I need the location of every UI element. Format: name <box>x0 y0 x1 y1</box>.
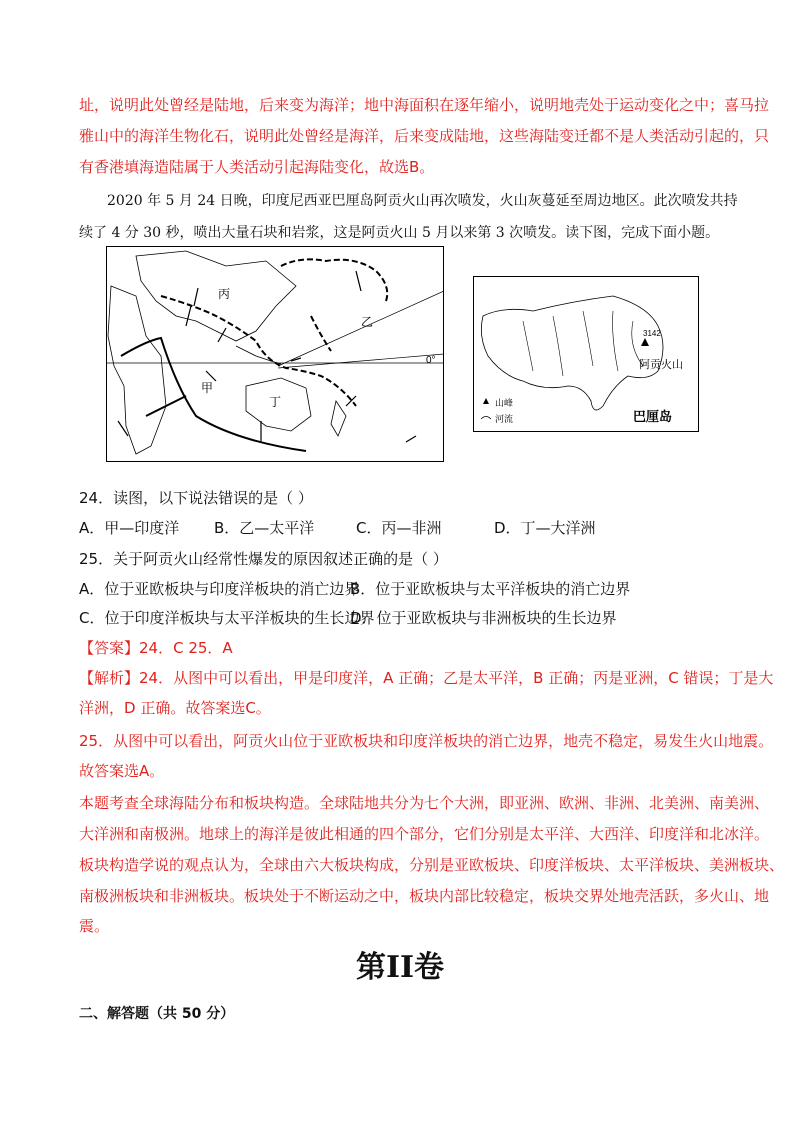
q24-option-d: D．丁—大洋洲 <box>494 519 596 537</box>
analysis-line-1 <box>79 667 773 688</box>
q24-option-a: A．甲—印度洋 <box>79 519 180 537</box>
volume-title: 第II卷 <box>355 950 445 985</box>
intro-line-3: 有香港填海造陆属于人类活动引起海陆变化，故选B。 <box>79 158 435 176</box>
intro-line-2: 雅山中的海洋生物化石，说明此处曾经是海洋，后来变成陆地，这些海陆变迁都不是人类活动引起的，只 <box>79 127 770 145</box>
answer-text: 24．C 25．A <box>139 639 233 657</box>
answer-tag: 【答案】 <box>79 639 140 657</box>
q24-stem: 24．读图，以下说法错误的是（ ） <box>79 489 313 507</box>
answer-line <box>79 637 233 658</box>
map-label-bing: 丙 <box>218 287 231 301</box>
map-label-equator: 0° <box>426 355 436 366</box>
analysis-line-2: 洋洲，D 正确。故答案选C。 <box>79 699 271 717</box>
analysis-p3-line-3: 板块构造学说的观点认为，全球由六大板块构成，分别是亚欧板块、印度洋板块、太平洋板块、美洲板块、 <box>79 856 785 874</box>
analysis-p2-line-1: 25．从图中可以看出，阿贡火山位于亚欧板块和印度洋板块的消亡边界，地壳不稳定，易发生火山地震。 <box>79 732 774 750</box>
analysis-p3-line-4: 南极洲板块和非洲板块。板块处于不断运动之中，板块内部比较稳定，板块交界处地壳活跃，多火山、地 <box>79 887 770 905</box>
q25-option-d: D．位于亚欧板块与非洲板块的生长边界 <box>350 609 617 627</box>
peak-elevation: 3142 <box>643 329 661 338</box>
q24-option-c: C．丙—非洲 <box>356 519 442 537</box>
world-plate-map <box>106 246 444 462</box>
map-label-ding: 丁 <box>269 395 282 409</box>
q25-option-c: C．位于印度洋板块与太平洋板块的生长边界 <box>79 609 375 627</box>
map-label-jia: 甲 <box>201 381 214 395</box>
passage-line-2: 续了 4 分 30 秒，喷出大量石块和岩浆，这是阿贡火山 5 月以来第 3 次喷发。读下图，完成下面小题。 <box>79 225 720 241</box>
map-label-yi: 乙 <box>361 315 374 329</box>
intro-line-1: 址，说明此处曾经是陆地，后来变为海洋；地中海面积在逐年缩小，说明地壳处于运动变化之中；喜马拉 <box>79 96 770 114</box>
island-name: 巴厘岛 <box>633 409 673 424</box>
q25-option-a: A．位于亚欧板块与印度洋板块的消亡边界 <box>79 580 360 598</box>
q25-option-b: B．位于亚欧板块与太平洋板块的消亡边界 <box>350 580 631 598</box>
analysis-p3-line-2: 大洋洲和南极洲。地球上的海洋是彼此相通的四个部分，它们分别是太平洋、大西洋、印度洋和北冰洋。 <box>79 825 770 843</box>
analysis-tag: 【解析】 <box>79 669 140 687</box>
q25-stem: 25．关于阿贡火山经常性爆发的原因叙述正确的是（ ） <box>79 550 448 568</box>
legend-river-label: 河流 <box>495 414 514 424</box>
section-title: 二、解答题（共 50 分） <box>79 1006 235 1022</box>
passage-line-1: 2020 年 5 月 24 日晚，印度尼西亚巴厘岛阿贡火山再次喷发，火山灰蔓延至周边地区。此次喷发共持 <box>107 193 738 209</box>
analysis-p2-line-2: 故答案选A。 <box>79 762 165 780</box>
analysis-p3-line-1: 本题考查全球海陆分布和板块构造。全球陆地共分为七个大洲，即亚洲、欧洲、非洲、北美洲、南美洲、 <box>79 794 770 812</box>
volcano-label: 阿贡火山 <box>639 359 683 371</box>
legend-peak-label: 山峰 <box>495 398 514 408</box>
analysis-p3-line-5: 震。 <box>79 917 110 935</box>
q24-option-b: B．乙—太平洋 <box>214 519 315 537</box>
bali-inset-map <box>473 276 699 432</box>
analysis-p1-first: 24．从图中可以看出，甲是印度洋，A 正确；乙是太平洋，B 正确；丙是亚洲，C 错误；丁是大 <box>139 669 774 687</box>
